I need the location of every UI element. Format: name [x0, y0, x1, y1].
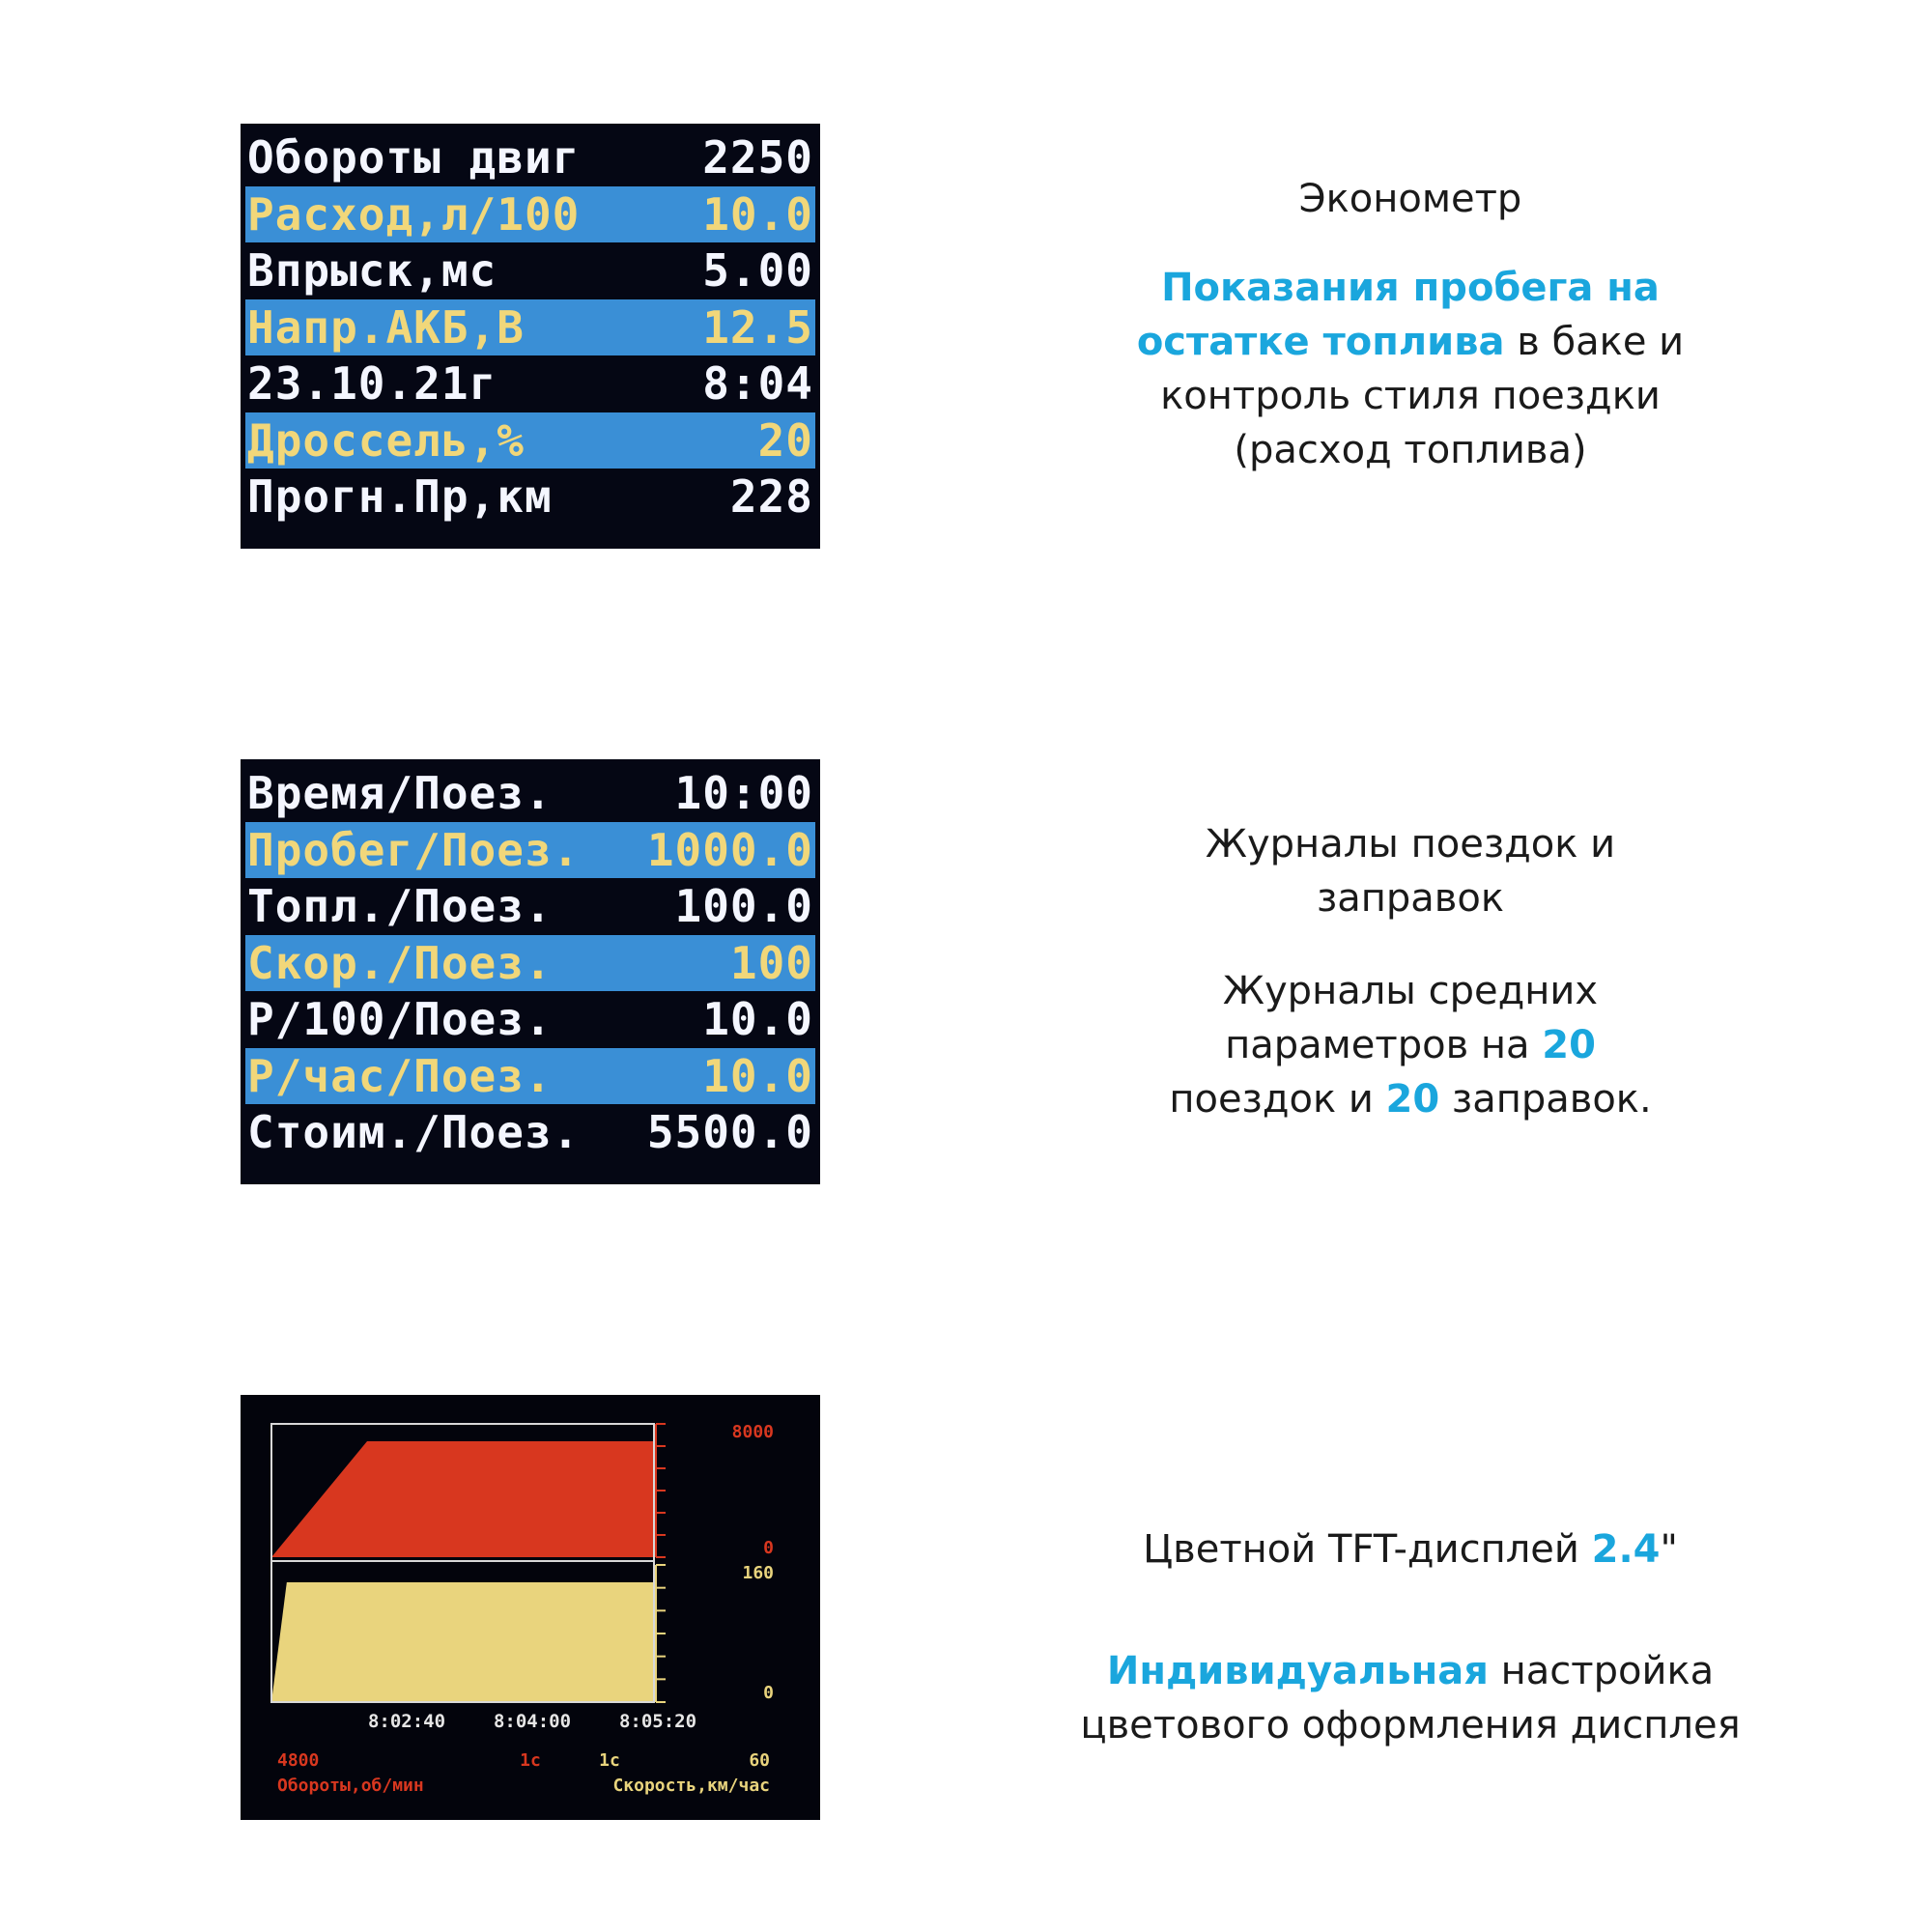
param-label: Р/час/Поез.	[247, 1049, 553, 1102]
param-value: 5500.0	[646, 1106, 813, 1159]
highlight-number: 20	[1542, 1023, 1596, 1067]
desc-text: настройка	[1488, 1649, 1715, 1693]
highlight-fuel-text: остатке топлива	[1136, 320, 1505, 364]
x-tick-label: 8:05:20	[618, 1711, 697, 1732]
desc-text: контроль стиля поездки	[1160, 374, 1661, 418]
display-screen-trip-log	[241, 759, 820, 1184]
param-value: 12.5	[702, 300, 813, 354]
param-label: Впрыск,мс	[247, 244, 497, 298]
param-row	[245, 1104, 815, 1161]
desc-text: заправок.	[1439, 1077, 1652, 1122]
description-display	[1024, 1522, 1797, 1752]
footer-rpm-label: Обороты,об/мин	[277, 1776, 424, 1796]
param-label: Дроссель,%	[247, 413, 525, 467]
axis-min-label: 0	[763, 1538, 774, 1558]
param-row	[245, 991, 815, 1048]
axis-max-label: 8000	[731, 1422, 774, 1442]
param-value: 20	[757, 413, 813, 467]
desc-text: поездок и	[1169, 1077, 1386, 1122]
param-row	[245, 186, 815, 243]
param-label: 23.10.21г	[247, 357, 497, 411]
param-row	[245, 355, 815, 412]
econometer-title: Эконометр	[1298, 177, 1522, 221]
param-value: 100.0	[674, 880, 813, 933]
desc-text: параметров на	[1225, 1023, 1543, 1067]
series-area	[271, 1441, 654, 1557]
param-value: 100	[729, 936, 813, 989]
axis-max-label: 160	[742, 1563, 774, 1583]
description-econometer	[1024, 172, 1797, 477]
param-label: Обороты двиг	[247, 131, 581, 185]
footer-rpm-value: 4800	[277, 1750, 320, 1771]
param-row	[245, 299, 815, 356]
param-row	[245, 1048, 815, 1105]
param-list	[245, 765, 815, 1161]
param-row	[245, 935, 815, 992]
param-list	[245, 129, 815, 526]
param-row	[245, 878, 815, 935]
param-label: Топл./Поез.	[247, 880, 553, 933]
param-label: Скор./Поез.	[247, 936, 553, 989]
desc-text: в баке и	[1504, 320, 1685, 364]
param-label: Напр.АКБ,В	[247, 300, 525, 354]
footer-speed-interval: 1с	[599, 1750, 620, 1771]
footer-rpm-interval: 1с	[520, 1750, 541, 1771]
desc-text: заправок	[1316, 876, 1505, 921]
param-label: Пробег/Поез.	[247, 823, 581, 876]
desc-text: цветового оформления дисплея	[1080, 1703, 1741, 1747]
param-value: 10.0	[702, 993, 813, 1046]
x-tick-label: 8:02:40	[367, 1711, 446, 1732]
desc-text: Журналы средних	[1222, 969, 1599, 1013]
footer-speed-label: Скорость,км/час	[612, 1776, 770, 1796]
footer-speed-value: 60	[749, 1750, 770, 1771]
param-value: 10.0	[702, 187, 813, 241]
param-row	[245, 469, 815, 526]
desc-text: (расход топлива)	[1234, 428, 1587, 472]
param-row	[245, 765, 815, 822]
desc-text: Журналы поездок и	[1205, 822, 1616, 867]
description-trip-log	[1024, 817, 1797, 1126]
highlight-range-text: Показания пробега на	[1161, 266, 1660, 310]
param-label: Стоим./Поез.	[247, 1106, 581, 1159]
display-screen-econometer	[241, 124, 820, 549]
param-label: Р/100/Поез.	[247, 993, 553, 1046]
param-row	[245, 242, 815, 299]
param-row	[245, 822, 815, 879]
param-value: 1000.0	[646, 823, 813, 876]
desc-text: "	[1660, 1527, 1678, 1572]
graph-chart	[241, 1395, 820, 1820]
highlight-individual: Индивидуальная	[1106, 1649, 1489, 1693]
highlight-number: 2.4	[1591, 1527, 1661, 1572]
highlight-number: 20	[1385, 1077, 1440, 1122]
param-value: 10:00	[674, 767, 813, 820]
axis-min-label: 0	[763, 1683, 774, 1703]
param-value: 228	[729, 470, 813, 524]
x-tick-label: 8:04:00	[493, 1711, 572, 1732]
param-value: 8:04	[702, 357, 813, 411]
param-label: Время/Поез.	[247, 767, 553, 820]
display-screen-graph	[241, 1395, 820, 1820]
param-value: 10.0	[702, 1049, 813, 1102]
param-label: Расход,л/100	[247, 187, 581, 241]
desc-text: Цветной TFT-дисплей	[1143, 1527, 1592, 1572]
param-value: 2250	[702, 131, 813, 185]
series-area	[271, 1582, 654, 1702]
param-row	[245, 129, 815, 186]
param-label: Прогн.Пр,км	[247, 470, 553, 524]
param-value: 5.00	[702, 244, 813, 298]
param-row	[245, 412, 815, 469]
